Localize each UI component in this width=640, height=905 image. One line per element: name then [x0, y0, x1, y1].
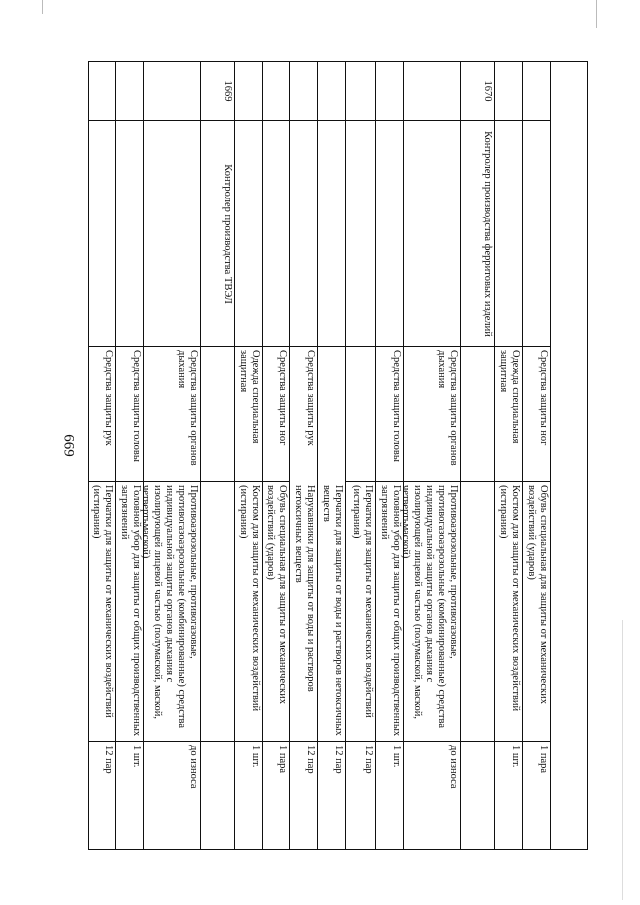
- ppe-item: Нарукавники для защиты от воды и растворов нетоксичных веществ: [293, 485, 316, 692]
- row-number: [144, 61, 201, 121]
- job-title: [346, 121, 376, 347]
- row-number: [376, 61, 404, 121]
- ppe-item: Противоаэрозольные, противогазовые, противогазоаэрозольные (комбинированные) средства индивидуальной защиты органов дыхания с изолирующей лицевой частью (полумаской, маской, четвертьмаской): [140, 485, 199, 728]
- table-row: [263, 61, 290, 850]
- ppe-item: Противоаэрозольные, противогазовые, противогазоаэрозольные (комбинированные) средства индивидуальной защиты органов дыхания с изолирующей лицевой частью (полумаской, маской, четвертьмаской): [400, 485, 459, 728]
- job-title: Контролер производства ферритовых изделий: [482, 131, 493, 337]
- row-number: [318, 61, 346, 121]
- ppe-item: [201, 482, 235, 742]
- row-number: [263, 61, 290, 121]
- ppe-quantity: до износа: [448, 745, 459, 789]
- job-title: [318, 121, 346, 347]
- scan-mark: [596, 0, 597, 28]
- table-row: [140, 61, 201, 850]
- table-row: [376, 61, 404, 850]
- table-row: [346, 61, 376, 850]
- job-title: [235, 121, 263, 347]
- ppe-table: [88, 61, 588, 850]
- row-number: 1670: [482, 80, 493, 102]
- scan-mark: [42, 0, 43, 14]
- table-row: [523, 61, 551, 850]
- table-row: [201, 61, 235, 850]
- job-title: [376, 121, 404, 347]
- ppe-quantity: 12 пар: [103, 745, 114, 774]
- row-number: [404, 61, 461, 121]
- table-row: [116, 61, 144, 850]
- row-number: [495, 61, 523, 121]
- page-number: 669: [60, 434, 77, 457]
- ppe-item: Головной убор для защиты от общих производственных загрязнений: [119, 485, 142, 737]
- ppe-item: Перчатки для защиты от механических воздействий (истирания): [351, 485, 374, 718]
- ppe-category: [461, 347, 495, 482]
- row-number: [290, 61, 318, 121]
- row-number: [346, 61, 376, 121]
- ppe-category: Средства защиты ног: [277, 350, 288, 446]
- scan-mark: [622, 620, 623, 900]
- job-title: Контролер производства ТВЭЛ: [222, 164, 233, 304]
- ppe-category: [201, 347, 235, 482]
- table-row: [318, 61, 346, 850]
- job-title: [404, 121, 461, 347]
- job-title: [88, 121, 116, 347]
- ppe-item: Костюм для защиты от механических воздействий (истирания): [238, 485, 261, 712]
- ppe-category: [318, 347, 346, 482]
- ppe-quantity: 1 шт.: [510, 745, 521, 768]
- table-row: [400, 61, 461, 850]
- ppe-item: Перчатки для защиты от механических воздействий (истирания): [91, 485, 114, 718]
- ppe-category: Средства защиты головы: [131, 350, 142, 462]
- ppe-category: Средства защиты головы: [391, 350, 402, 462]
- row-number: [235, 61, 263, 121]
- table-row: [290, 61, 318, 850]
- ppe-category: Одежда специальная защитная: [498, 350, 521, 444]
- ppe-quantity: [201, 742, 235, 850]
- ppe-category: Средства защиты рук: [305, 350, 316, 446]
- ppe-quantity: [461, 742, 495, 850]
- ppe-item: Костюм для защиты от механических воздействий (истирания): [498, 485, 521, 712]
- ppe-category: Одежда специальная защитная: [238, 350, 261, 444]
- ppe-quantity: 12 пар: [363, 745, 374, 774]
- ppe-quantity: до износа: [188, 745, 199, 789]
- ppe-quantity: 1 пара: [538, 745, 549, 774]
- ppe-quantity: 1 шт.: [250, 745, 261, 768]
- ppe-category: Средства защиты органов дыхания: [176, 350, 199, 466]
- ppe-category: Средства защиты рук: [103, 350, 114, 446]
- row-number: [88, 61, 116, 121]
- ppe-quantity: 1 шт.: [391, 745, 402, 768]
- ppe-quantity: 12 пар: [305, 745, 316, 774]
- table-row: [495, 61, 523, 850]
- job-title: [523, 121, 551, 347]
- ppe-item: [461, 482, 495, 742]
- ppe-category: [346, 347, 376, 482]
- job-title: [144, 121, 201, 347]
- ppe-item: Перчатки для защиты от воды и растворов нетоксичных веществ: [321, 485, 344, 736]
- table-row: [235, 61, 263, 850]
- ppe-quantity: 1 шт.: [131, 745, 142, 768]
- row-number: [523, 61, 551, 121]
- ppe-item: Обувь специальная для защиты от механических воздействий (ударов): [526, 485, 549, 704]
- ppe-category: Средства защиты ног: [538, 350, 549, 446]
- job-title: [290, 121, 318, 347]
- ppe-item: Обувь специальная для защиты от механических воздействий (ударов): [265, 485, 288, 704]
- row-number: [116, 61, 144, 121]
- ppe-category: Средства защиты органов дыхания: [436, 350, 459, 466]
- job-title: [495, 121, 523, 347]
- ppe-quantity: 12 пар: [333, 745, 344, 774]
- job-title: [116, 121, 144, 347]
- ppe-quantity: 1 пара: [277, 745, 288, 774]
- ppe-item: Головной убор для защиты от общих производственных загрязнений: [379, 485, 402, 737]
- table-row: [88, 61, 116, 850]
- table-row: [461, 61, 495, 850]
- row-number: 1669: [222, 80, 233, 102]
- job-title: [263, 121, 290, 347]
